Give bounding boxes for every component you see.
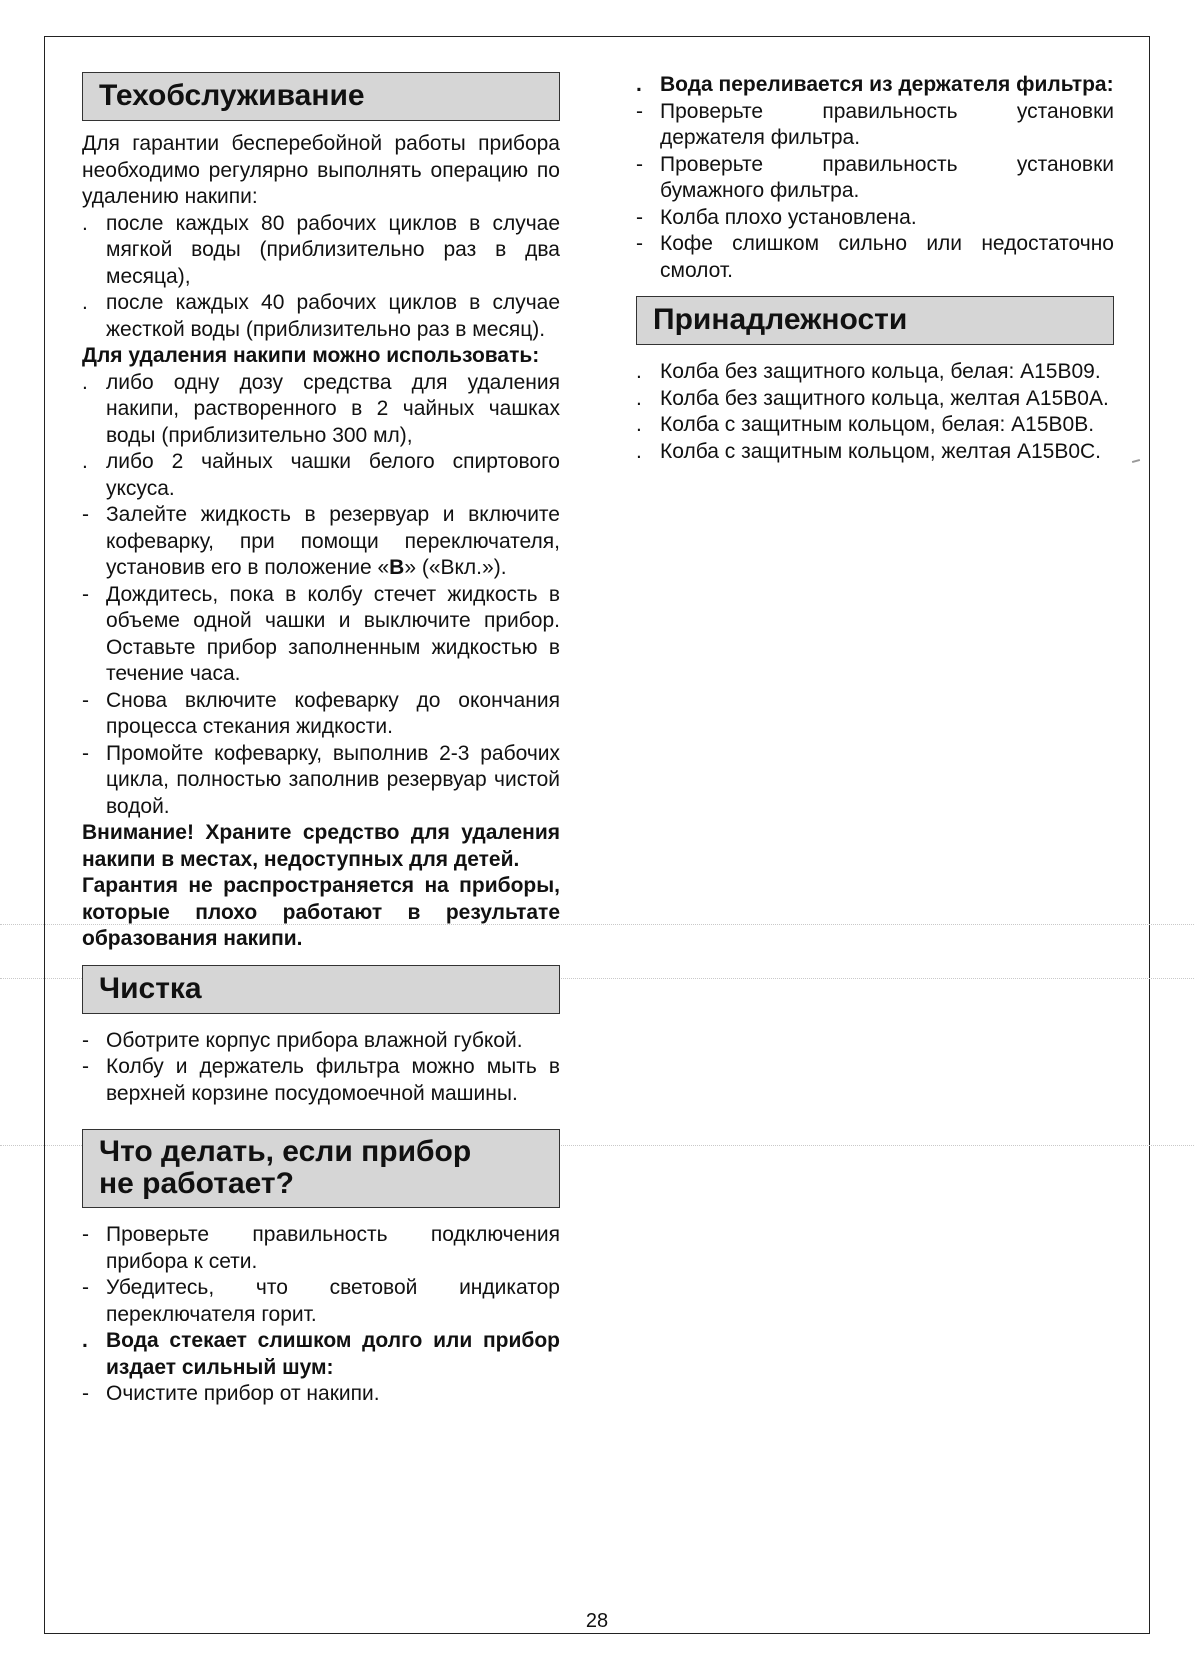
bullet-marker <box>636 72 656 99</box>
list-item <box>82 1275 560 1328</box>
left-column <box>82 72 560 1408</box>
troubleshooting-title-line: Что делать, если прибор <box>99 1135 472 1168</box>
list-item <box>636 386 1114 413</box>
overflow-section <box>636 72 1114 284</box>
dash-marker <box>82 1275 102 1302</box>
list-item <box>82 582 560 688</box>
list-item <box>82 1222 560 1275</box>
list-item-text: Проверьте правильность подключения прибора к сети. <box>106 1223 560 1273</box>
list-item-text: Очистите прибор от накипи. <box>106 1382 380 1405</box>
overflow-heading: Вода переливается из держателя фильтра: <box>660 73 1114 96</box>
list-item <box>636 412 1114 439</box>
cleaning-title: Чистка <box>82 965 560 1014</box>
list-item <box>82 1028 560 1055</box>
maintenance-intro: Для гарантии бесперебойной работы прибора необходимо регулярно выполнять операцию по удалению накипи: <box>82 132 560 208</box>
guarantee-text: Гарантия не распространяется на приборы, которые плохо работают в результате образования накипи. <box>82 874 560 950</box>
list-item <box>636 99 1114 152</box>
bullet-marker <box>636 359 656 386</box>
bullet-marker <box>82 1328 102 1355</box>
dash-marker <box>82 1222 102 1249</box>
bullet-marker <box>636 439 656 466</box>
warning-text: Внимание! Храните средство для удаления накипи в местах, недоступных для детей. <box>82 821 560 871</box>
dash-marker <box>636 152 656 179</box>
list-item <box>636 72 1114 99</box>
list-item-text: Колба плохо установлена. <box>660 205 917 229</box>
troubleshooting-list <box>82 1222 560 1408</box>
list-item-text: Проверьте правильность установки бумажного фильтра. <box>660 152 1114 202</box>
list-item-text: после каждых 40 рабочих циклов в случае жесткой воды (приблизительно раз в месяц). <box>106 291 560 341</box>
list-item-text: Промойте кофеварку, выполнив 2-3 рабочих цикла, полностью заполнив резервуар чистой водой. <box>106 741 560 818</box>
list-item-text: Колбу и держатель фильтра можно мыть в верхней корзине посудомоечной машины. <box>106 1055 560 1105</box>
troubleshooting-title-line: не работает? <box>99 1167 294 1200</box>
list-item-text: Залейте жидкость в резервуар и включите кофеварку, при помощи переключателя, установив его в положение « <box>106 503 560 579</box>
list-item <box>82 1328 560 1381</box>
accessories-title: Принадлежности <box>636 296 1114 345</box>
bullet-marker <box>636 386 656 413</box>
list-item <box>636 359 1114 386</box>
accessories-list <box>636 359 1114 465</box>
list-item <box>82 688 560 741</box>
right-column <box>636 72 1114 465</box>
list-item <box>636 439 1114 466</box>
use-options-list <box>82 370 560 503</box>
list-item <box>82 1381 560 1408</box>
list-item-text: » («Вкл.»). <box>404 556 507 579</box>
list-item <box>82 370 560 450</box>
list-item-text: после каждых 80 рабочих циклов в случае мягкой воды (приблизительно раз в два месяца), <box>106 211 560 288</box>
dash-marker <box>82 688 102 715</box>
bullet-marker <box>82 290 102 317</box>
troubleshooting-title <box>82 1129 560 1208</box>
switch-position-label: B <box>389 556 405 579</box>
dash-marker <box>82 1028 102 1055</box>
dash-marker <box>82 502 102 529</box>
list-item-text: Колба без защитного кольца, белая: A15B09. <box>660 360 1101 383</box>
list-item <box>82 449 560 502</box>
list-item-text: либо одну дозу средства для удаления накипи, растворенного в 2 чайных чашках воды (приблизительно 300 мл), <box>106 370 560 447</box>
descaling-steps-list <box>82 502 560 820</box>
list-item-text: Проверьте правильность установки держателя фильтра. <box>660 99 1114 149</box>
list-item <box>636 231 1114 284</box>
cycles-list <box>82 211 560 344</box>
list-item <box>82 1054 560 1107</box>
dash-marker <box>82 741 102 768</box>
list-item <box>636 205 1114 232</box>
list-item <box>82 502 560 582</box>
bullet-marker <box>82 370 102 397</box>
list-item-text: Снова включите кофеварку до окончания процесса стекания жидкости. <box>106 688 560 738</box>
use-heading: Для удаления накипи можно использовать: <box>82 344 540 367</box>
list-item-text: Дождитесь, пока в колбу стечет жидкость в объеме одной чашки и выключите прибор. Оставьте прибор заполненным жидкостью в течение часа. <box>106 582 560 685</box>
dash-marker <box>636 205 656 232</box>
list-item-text: Оботрите корпус прибора влажной губкой. <box>106 1028 523 1052</box>
bullet-marker <box>636 412 656 439</box>
dash-marker <box>636 231 656 258</box>
dash-marker <box>636 99 656 126</box>
bullet-marker <box>82 211 102 238</box>
list-item-text: Убедитесь, что световой индикатор переключателя горит. <box>106 1276 560 1326</box>
bullet-marker <box>82 449 102 476</box>
cleaning-list <box>82 1028 560 1108</box>
dash-marker <box>82 582 102 609</box>
list-item-text: Колба с защитным кольцом, белая: A15B0B. <box>660 413 1095 436</box>
dash-marker <box>82 1381 102 1408</box>
list-item-text: Кофе слишком сильно или недостаточно смолот. <box>660 232 1114 282</box>
list-item <box>82 741 560 821</box>
list-item <box>636 152 1114 205</box>
maintenance-title: Техобслуживание <box>82 72 560 121</box>
list-item-text: Колба с защитным кольцом, желтая A15B0C. <box>660 439 1102 463</box>
list-item-text: либо 2 чайных чашки белого спиртового уксуса. <box>106 450 560 500</box>
slow-flow-heading: Вода стекает слишком долго или прибор издает сильный шум: <box>106 1329 560 1379</box>
list-item-text: Колба без защитного кольца, желтая A15B0A. <box>660 386 1109 410</box>
list-item <box>82 211 560 291</box>
list-item <box>82 290 560 343</box>
page-number: 28 <box>585 1610 609 1632</box>
dash-marker <box>82 1054 102 1081</box>
